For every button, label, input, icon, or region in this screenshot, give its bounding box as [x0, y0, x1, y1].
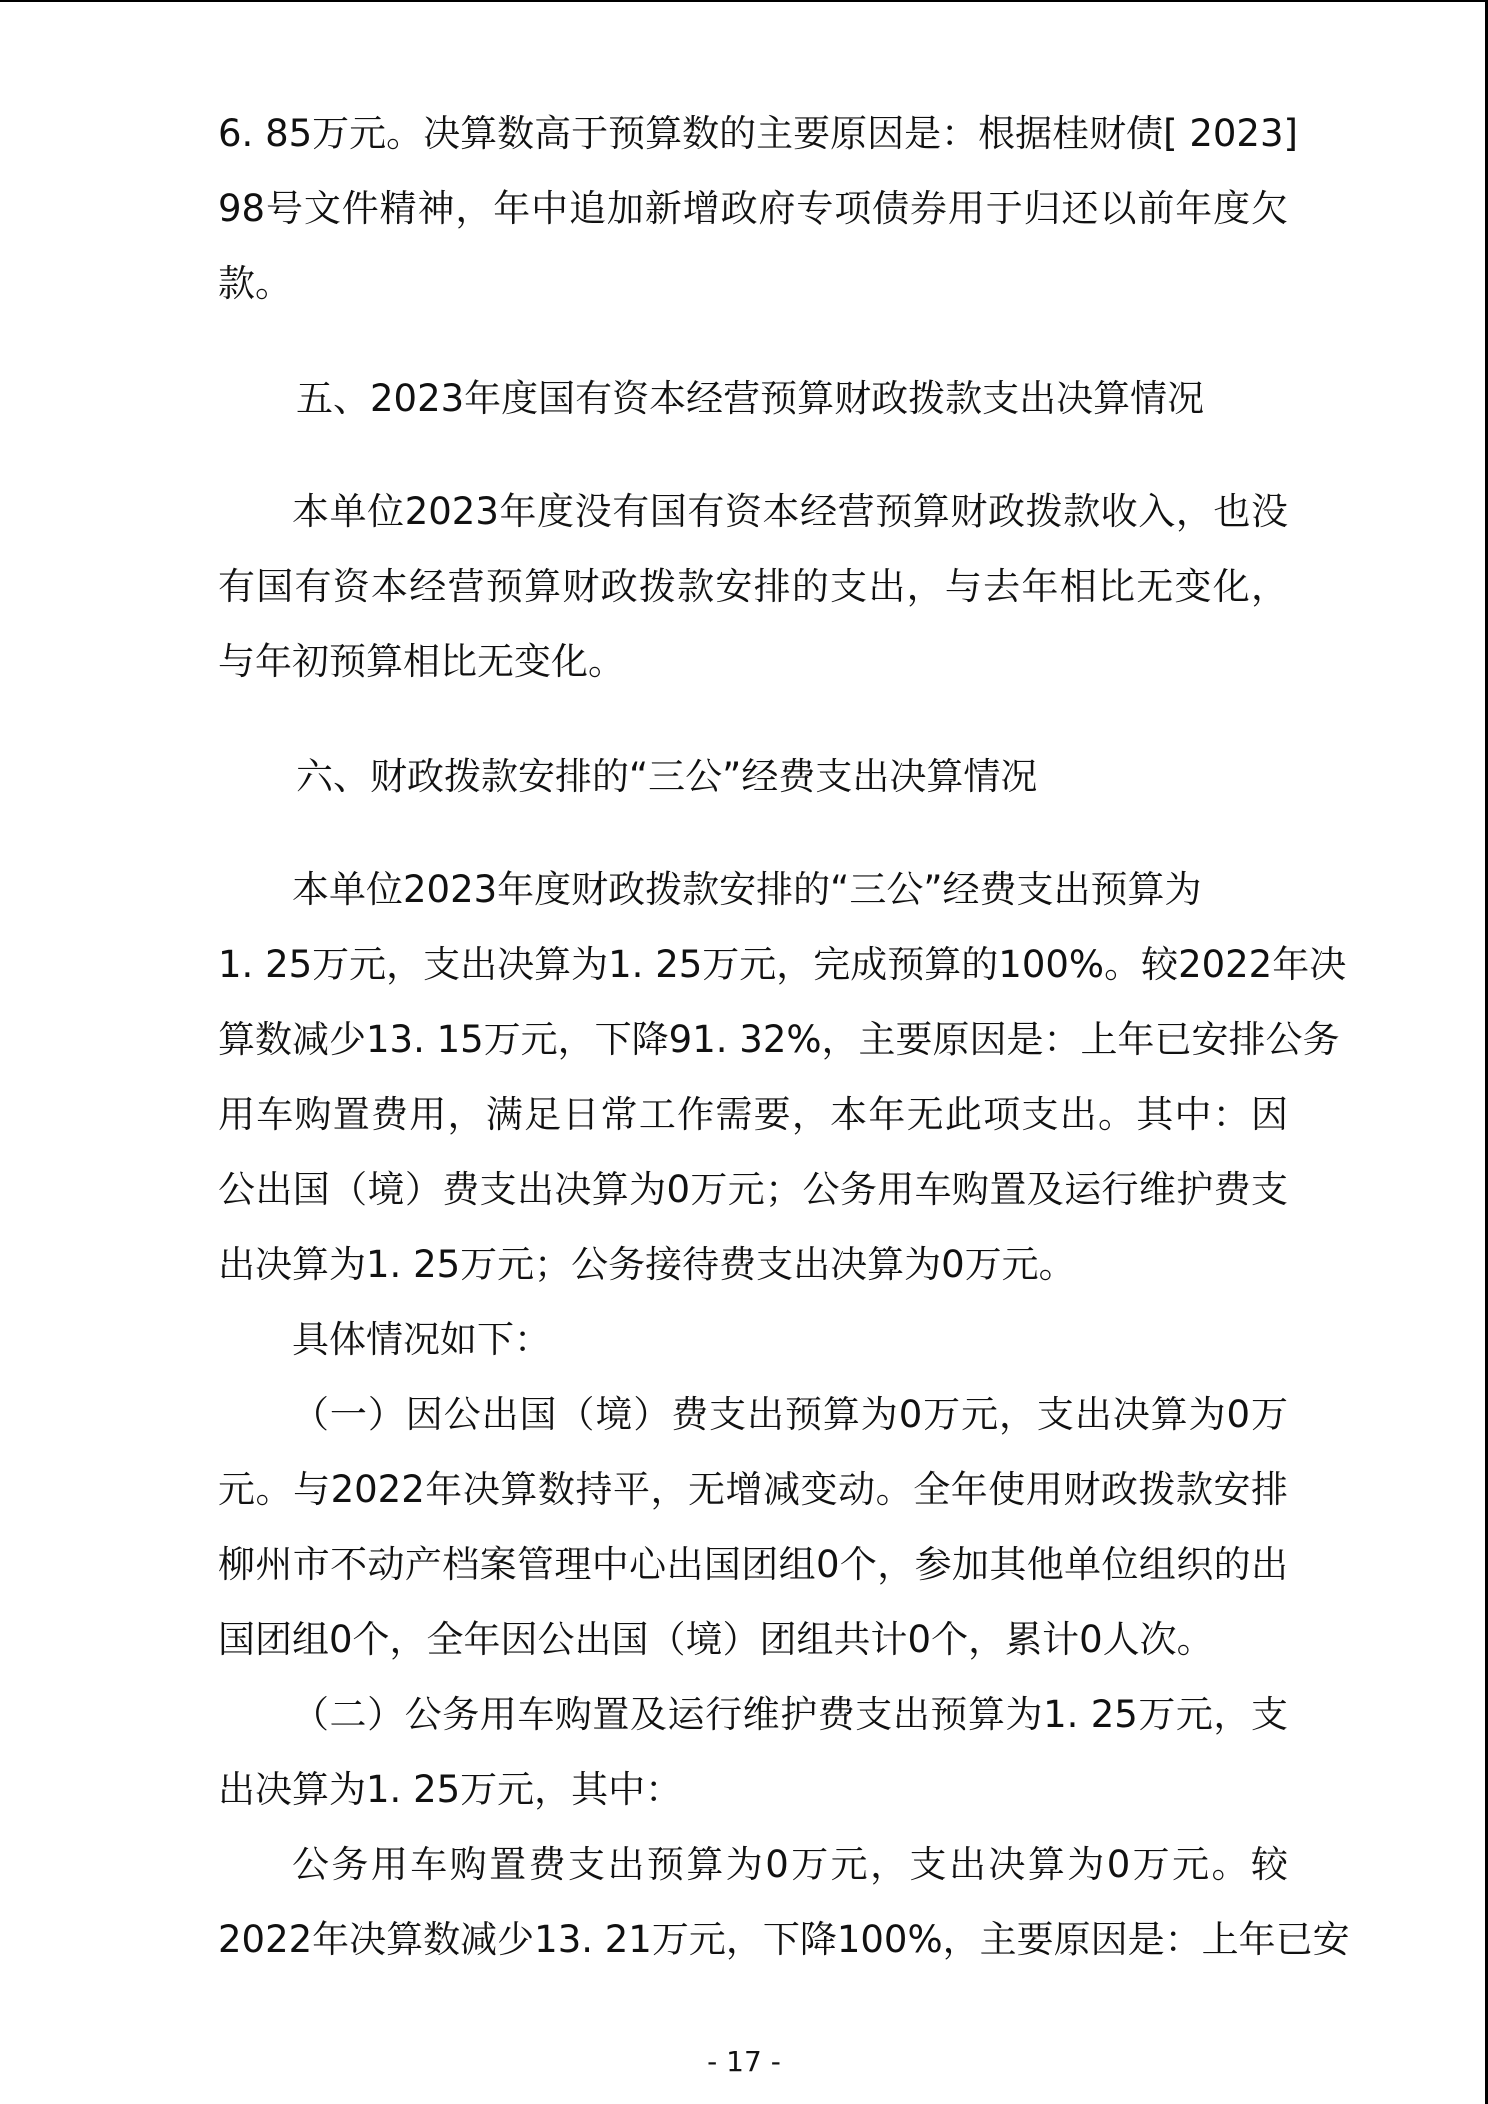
text-line: 用车购置费用，满足日常工作需要，本年无此项支出。其中：因	[218, 1093, 1288, 1136]
text-line: 有国有资本经营预算财政拨款安排的支出，与去年相比无变化，	[218, 565, 1288, 608]
text-line: 款。	[218, 262, 292, 305]
text-line: 出决算为1. 25万元；公务接待费支出决算为0万元。	[218, 1243, 1076, 1286]
section-heading-6: 六、财政拨款安排的“三公”经费支出决算情况	[296, 755, 1038, 798]
page-number: - 17 -	[707, 2045, 781, 2078]
text-line: 公务用车购置费支出预算为0万元，支出决算为0万元。较	[292, 1843, 1288, 1886]
text-line: 具体情况如下：	[292, 1318, 551, 1361]
text-line: 2022年决算数减少13. 21万元，下降100%，主要原因是：上年已安	[218, 1918, 1350, 1961]
text-line: 公出国（境）费支出决算为0万元；公务用车购置及运行维护费支	[218, 1168, 1288, 1211]
text-line: 98号文件精神，年中追加新增政府专项债券用于归还以前年度欠	[218, 187, 1288, 230]
paragraph-budget-note	[218, 96, 1298, 321]
text-line: 6. 85万元。决算数高于预算数的主要原因是：根据桂财债[ 2023]	[218, 112, 1298, 155]
text-line: （一）因公出国（境）费支出预算为0万元，支出决算为0万	[292, 1393, 1288, 1436]
paragraph-details-intro	[218, 1302, 1288, 1377]
text-line: 出决算为1. 25万元，其中：	[218, 1768, 683, 1811]
section-heading-5: 五、2023年度国有资本经营预算财政拨款支出决算情况	[296, 377, 1205, 420]
text-line: 柳州市不动产档案管理中心出国团组0个，参加其他单位组织的出	[218, 1543, 1288, 1586]
paragraph-vehicle-expenses	[218, 1677, 1288, 1827]
text-line: 本单位2023年度财政拨款安排的“三公”经费支出预算为	[292, 868, 1202, 911]
document-page	[218, 96, 1350, 1977]
text-line: 与年初预算相比无变化。	[218, 640, 625, 683]
paragraph-overseas-travel	[218, 1377, 1288, 1677]
paragraph-three-public-expenses	[218, 852, 1347, 1302]
text-line: 元。与2022年决算数持平，无增减变动。全年使用财政拨款安排	[218, 1468, 1288, 1511]
text-line: 本单位2023年度没有国有资本经营预算财政拨款收入，也没	[292, 490, 1288, 533]
text-line: （二）公务用车购置及运行维护费支出预算为1. 25万元，支	[292, 1693, 1288, 1736]
page-border-top	[0, 0, 1488, 2]
text-line: 1. 25万元，支出决算为1. 25万元，完成预算的100%。较2022年决	[218, 943, 1347, 986]
text-line: 国团组0个，全年因公出国（境）团组共计0个，累计0人次。	[218, 1618, 1214, 1661]
text-line: 算数减少13. 15万元，下降91. 32%，主要原因是：上年已安排公务	[218, 1018, 1340, 1061]
paragraph-vehicle-purchase	[218, 1827, 1350, 1977]
paragraph-state-capital	[218, 474, 1288, 699]
